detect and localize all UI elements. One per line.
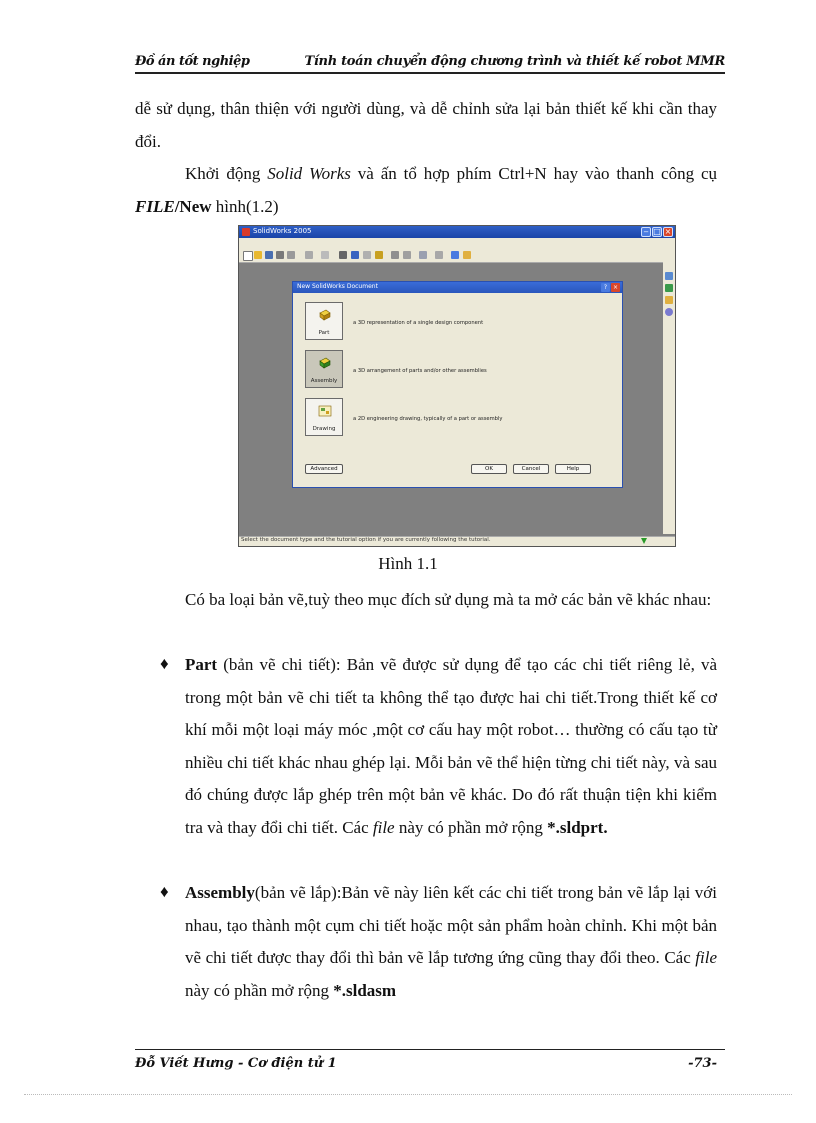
status-bar <box>239 536 675 546</box>
dialog-titlebar <box>293 282 622 293</box>
p2-text-c: hình(1.2) <box>211 197 279 216</box>
drawing-label: Drawing <box>312 426 336 432</box>
assembly-button[interactable] <box>305 350 343 388</box>
window-titlebar <box>239 226 675 238</box>
header-right: Tính toán chuyển động chương trình và thiết kế robot MMR <box>304 54 725 69</box>
assembly-text-mid: này có phần mở rộng <box>185 980 334 1000</box>
display-icon[interactable] <box>419 251 427 259</box>
p2-text-b: và ấn tổ hợp phím Ctrl+N hay vào thanh công cụ <box>350 164 717 183</box>
paragraph-3: Có ba loại bản vẽ,tuỳ theo mục đích sử dụng mà ta mở các bản vẽ khác nhau: <box>185 590 712 609</box>
help-icon[interactable] <box>375 251 383 259</box>
p2-text-a: Khởi động <box>185 164 268 183</box>
page-header <box>135 52 725 74</box>
assembly-extension: *.sldasm <box>333 980 397 1000</box>
page-border-dotted <box>24 1094 792 1095</box>
status-text: Select the document type and the tutorial option if you are currently following the tutorial. <box>241 537 491 543</box>
task-pane-bar <box>663 262 675 534</box>
preview-icon[interactable] <box>287 251 295 259</box>
new-doc-icon[interactable] <box>243 251 253 261</box>
assembly-text: (bản vẽ lắp):Bản vẽ này liên kết các chi tiết trong bản vẽ lắp lại với nhau, tạo thành một cụm chi tiết hoặc một sản phẩm hoàn chỉnh. Khi một bản vẽ chi tiết được thay đổi thì bản vẽ lắp tương ứng cũng thay đổi theo. Các <box>185 883 717 967</box>
assembly-label: Assembly <box>310 378 338 384</box>
paragraph-2 <box>135 157 717 223</box>
drawing-icon <box>318 404 332 418</box>
paragraph-1: dễ sử dụng, thân thiện với người dùng, và dễ chỉnh sửa lại bản thiết kế khi cần thay đổi. <box>135 99 717 151</box>
view-icon[interactable] <box>391 251 399 259</box>
dialog-help-icon[interactable]: ? <box>601 283 610 292</box>
toolbar <box>239 248 675 263</box>
bullet-assembly <box>185 877 717 1007</box>
zoom-icon[interactable] <box>403 251 411 259</box>
ok-button[interactable]: OK <box>471 464 507 474</box>
p2-new: New <box>179 197 212 216</box>
part-file-word: file <box>372 817 395 837</box>
dialog-title: New SolidWorks Document <box>297 283 378 290</box>
redo-icon[interactable] <box>321 251 329 259</box>
help-button[interactable]: Help <box>555 464 591 474</box>
assembly-term: Assembly <box>185 883 255 902</box>
part-label: Part <box>318 330 330 336</box>
close-icon[interactable]: × <box>664 227 672 236</box>
assembly-description: a 3D arrangement of parts and/or other assemblies <box>353 368 487 374</box>
filter-icon <box>641 538 647 544</box>
select-icon[interactable] <box>339 251 347 259</box>
figure-caption: Hình 1.1 <box>378 554 438 573</box>
page-footer <box>135 1049 725 1076</box>
print-icon[interactable] <box>276 251 284 259</box>
footer-author: Đỗ Viết Hưng - Cơ điện tử 1 <box>135 1056 337 1071</box>
p2-file: FILE <box>135 197 175 216</box>
bullet-icon: ♦ <box>160 654 169 673</box>
maximize-icon[interactable]: □ <box>653 227 661 236</box>
menu-bar <box>239 238 675 248</box>
part-term: Part <box>185 655 218 674</box>
save-icon[interactable] <box>265 251 273 259</box>
star-icon[interactable] <box>463 251 471 259</box>
header-left: Đồ án tốt nghiệp <box>135 54 250 69</box>
p2-slash: / <box>174 197 180 216</box>
p2-solidworks: Solid Works <box>267 164 351 183</box>
window-icon[interactable] <box>451 251 459 259</box>
window-title: SolidWorks 2005 <box>253 227 312 235</box>
new-document-dialog <box>292 281 623 488</box>
part-text-mid: này có phần mở rộng <box>394 817 548 837</box>
drawing-description: a 2D engineering drawing, typically of a part or assembly <box>353 416 503 422</box>
part-icon <box>318 308 332 322</box>
part-text: (bản vẽ chi tiết): Bản vẽ được sử dụng để tạo các chi tiết riêng lẻ, và trong một bản vẽ chi tiết ta không thể tạo được hai chi tiết.Trong thiết kế cơ khí mỗi một loại máy móc ,một cơ cấu hay một robot… thường có cấu tạo từ nhiều chi tiết khác nhau ghép lại. Mỗi bản vẽ thể hiện từng chi tiết này, và sau đó chúng được lắp ghép trên một bản vẽ khác. Do đó rất thuận tiện khi kiểm tra và thay đổi chi tiết. Các <box>185 655 717 837</box>
bullet-icon: ♦ <box>160 882 169 901</box>
assembly-file-word: file <box>695 948 717 967</box>
explorer-icon[interactable] <box>665 296 673 304</box>
solidworks-screenshot <box>238 225 676 547</box>
drawing-button[interactable] <box>305 398 343 436</box>
part-description: a 3D representation of a single design component <box>353 320 484 326</box>
home-icon[interactable] <box>665 272 673 280</box>
grid-icon[interactable] <box>435 251 443 259</box>
page-number: -73- <box>688 1056 717 1071</box>
rebuild-icon[interactable] <box>351 251 359 259</box>
assembly-icon <box>318 356 332 370</box>
search-icon[interactable] <box>665 308 673 316</box>
library-icon[interactable] <box>665 284 673 292</box>
bullet-part <box>185 649 717 844</box>
solidworks-app-icon <box>242 228 250 236</box>
undo-icon[interactable] <box>305 251 313 259</box>
part-extension: *.sldprt. <box>547 817 608 837</box>
advanced-button[interactable]: Advanced <box>305 464 343 474</box>
cancel-button[interactable]: Cancel <box>513 464 549 474</box>
open-folder-icon[interactable] <box>254 251 262 259</box>
options-icon[interactable] <box>363 251 371 259</box>
part-button[interactable] <box>305 302 343 340</box>
dialog-close-icon[interactable]: × <box>612 284 619 291</box>
minimize-icon[interactable]: ‒ <box>641 227 651 237</box>
